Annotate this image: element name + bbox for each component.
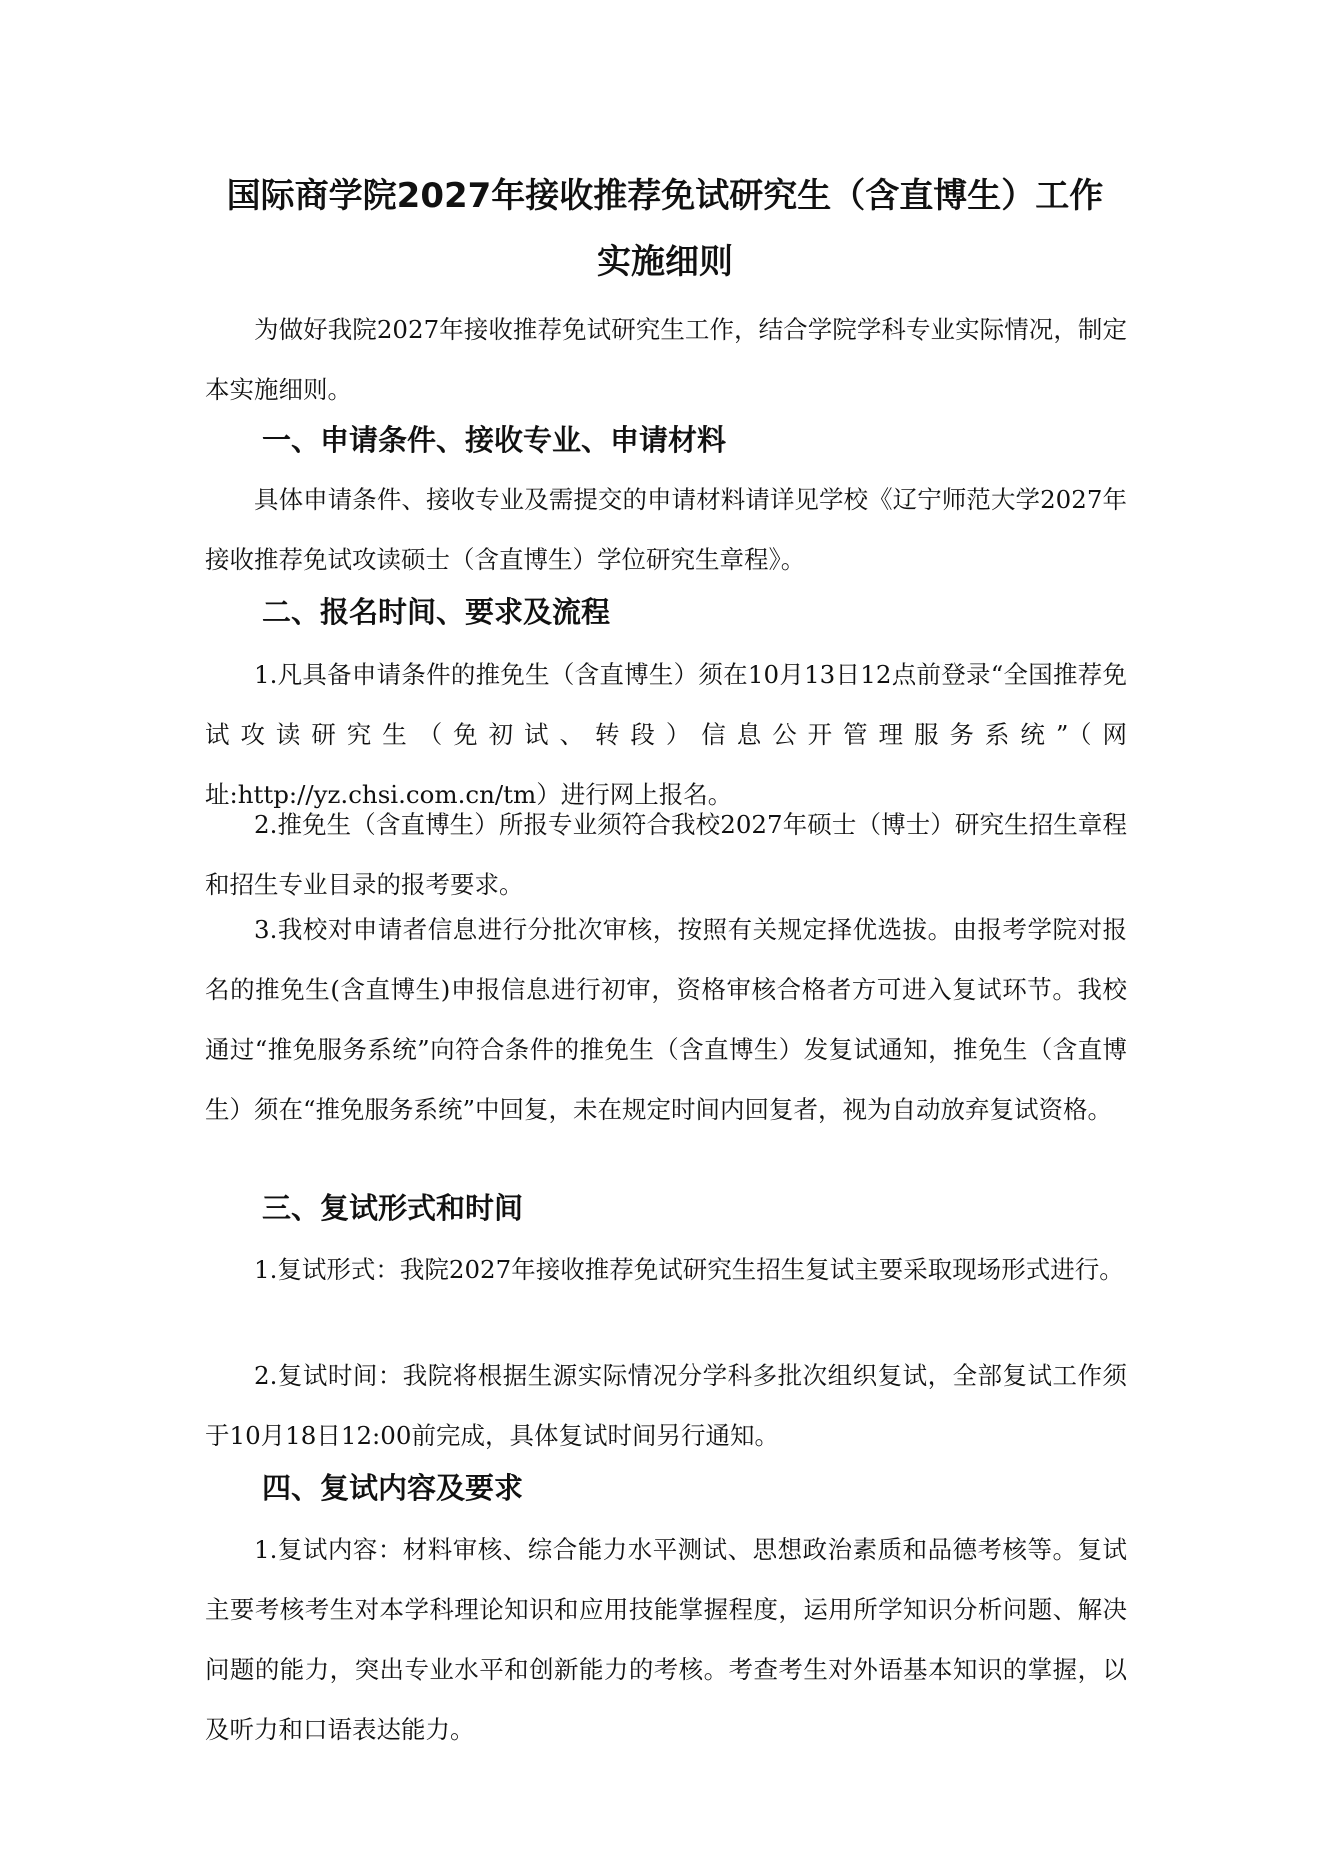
- document-title-line1: 国际商学院2027年接收推荐免试研究生（含直博生）工作: [226, 176, 1104, 216]
- section-4-paragraph-1: 1.复试内容：材料审核、综合能力水平测试、思想政治素质和品德考核等。复试主要考核考生对本学科理论知识和应用技能掌握程度，运用所学知识分析问题、解决问题的能力，突出专业水平和创新能力的考核。考查考生对外语基本知识的掌握，以及听力和口语表达能力。: [205, 1535, 1127, 1744]
- section-2-paragraph-2: 2.推免生（含直博生）所报专业须符合我校2027年硕士（博士）研究生招生章程和招生专业目录的报考要求。: [205, 810, 1127, 899]
- intro-paragraph: 为做好我院2027年接收推荐免试研究生工作，结合学院学科专业实际情况，制定本实施细则。: [205, 315, 1127, 404]
- section-3-heading: 三、复试形式和时间: [262, 1191, 524, 1225]
- section-2-paragraph-3: 3.我校对申请者信息进行分批次审核，按照有关规定择优选拔。由报考学院对报名的推免生(含直博生)申报信息进行初审，资格审核合格者方可进入复试环节。我校通过“推免服务系统”向符合条件的推免生（含直博生）发复试通知，推免生（含直博生）须在“推免服务系统”中回复，未在规定时间内回复者，视为自动放弃复试资格。: [205, 915, 1127, 1124]
- section-1-paragraph-1: 具体申请条件、接收专业及需提交的申请材料请详见学校《辽宁师范大学2027年接收推荐免试攻读硕士（含直博生）学位研究生章程》。: [205, 485, 1127, 574]
- document-title-line2: 实施细则: [597, 242, 733, 282]
- section-3-paragraph-2: 2.复试时间：我院将根据生源实际情况分学科多批次组织复试，全部复试工作须于10月18日12:00前完成，具体复试时间另行通知。: [205, 1361, 1127, 1450]
- section-2-paragraph-1: 1.凡具备申请条件的推免生（含直博生）须在10月13日12点前登录“全国推荐免试攻读研究生（免初试、转段）信息公开管理服务系统”（网址:http://yz.chsi.com.cn/tm）进行网上报名。: [205, 660, 1127, 809]
- section-4-heading: 四、复试内容及要求: [262, 1471, 524, 1505]
- section-2-heading: 二、报名时间、要求及流程: [262, 595, 611, 629]
- section-3-paragraph-1: 1.复试形式：我院2027年接收推荐免试研究生招生复试主要采取现场形式进行。: [254, 1255, 1124, 1284]
- section-1-heading: 一、申请条件、接收专业、申请材料: [262, 423, 727, 457]
